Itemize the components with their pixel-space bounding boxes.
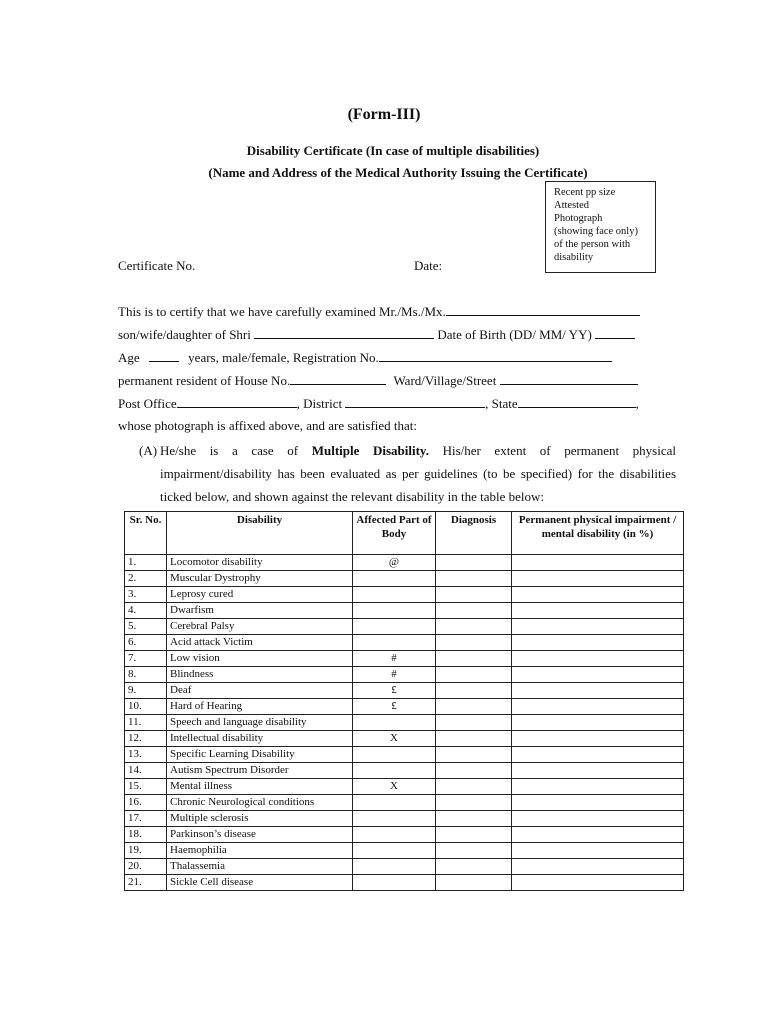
table-row bbox=[125, 651, 684, 667]
disability-cell: Locomotor disability bbox=[167, 555, 353, 571]
header-sr-no: Sr. No. bbox=[125, 512, 167, 555]
sr-cell: 18. bbox=[125, 827, 167, 843]
disability-cell: Speech and language disability bbox=[167, 715, 353, 731]
clause-a-bold: Multiple Disability. bbox=[311, 443, 429, 458]
diagnosis-cell[interactable] bbox=[436, 683, 512, 699]
diagnosis-cell[interactable] bbox=[436, 779, 512, 795]
sr-cell: 3. bbox=[125, 587, 167, 603]
table-row bbox=[125, 859, 684, 875]
affected-part-cell[interactable] bbox=[353, 811, 436, 827]
certify-line bbox=[118, 303, 640, 320]
table-header-row bbox=[125, 512, 684, 555]
ward-field[interactable] bbox=[500, 372, 638, 385]
impairment-cell[interactable] bbox=[512, 779, 684, 795]
form-title: (Form-III) bbox=[347, 106, 421, 123]
affected-part-cell[interactable]: £ bbox=[353, 699, 436, 715]
disability-cell: Sickle Cell disease bbox=[167, 875, 353, 891]
header-diagnosis: Diagnosis bbox=[436, 512, 512, 555]
disability-cell: Thalassemia bbox=[167, 859, 353, 875]
table-row bbox=[125, 699, 684, 715]
post-office-field[interactable] bbox=[177, 395, 297, 408]
photo-placeholder-box bbox=[545, 181, 656, 273]
sr-cell: 19. bbox=[125, 843, 167, 859]
affected-part-cell[interactable] bbox=[353, 843, 436, 859]
diagnosis-cell[interactable] bbox=[436, 651, 512, 667]
ward-label: Ward/Village/Street bbox=[393, 373, 497, 388]
diagnosis-cell[interactable] bbox=[436, 859, 512, 875]
photo-box-line4: (showing face only) bbox=[554, 226, 638, 237]
impairment-cell[interactable] bbox=[512, 843, 684, 859]
photo-box-line5: of the person with bbox=[554, 239, 631, 250]
registration-no-field[interactable] bbox=[379, 349, 612, 362]
impairment-cell[interactable] bbox=[512, 603, 684, 619]
table-row bbox=[125, 571, 684, 587]
sr-cell: 16. bbox=[125, 795, 167, 811]
sr-cell: 1. bbox=[125, 555, 167, 571]
disability-cell: Low vision bbox=[167, 651, 353, 667]
disability-cell: Multiple sclerosis bbox=[167, 811, 353, 827]
address-line bbox=[118, 395, 639, 412]
impairment-cell[interactable] bbox=[512, 811, 684, 827]
affected-part-cell[interactable]: X bbox=[353, 731, 436, 747]
dob-field[interactable] bbox=[595, 326, 635, 339]
diagnosis-cell[interactable] bbox=[436, 587, 512, 603]
disability-cell: Autism Spectrum Disorder bbox=[167, 763, 353, 779]
clause-a-text-after: His/her extent of permanent physical impairment/disability has been evaluated as per guidelines (to be specified) for the disabilities ticked below, and shown against the relevant disability in the table below: bbox=[160, 443, 676, 504]
sr-cell: 10. bbox=[125, 699, 167, 715]
disability-cell: Leprosy cured bbox=[167, 587, 353, 603]
impairment-cell[interactable] bbox=[512, 747, 684, 763]
diagnosis-cell[interactable] bbox=[436, 763, 512, 779]
district-label: , District bbox=[296, 396, 343, 411]
certify-text: This is to certify that we have carefully examined Mr./Ms./Mx. bbox=[118, 304, 446, 319]
district-field[interactable] bbox=[345, 395, 485, 408]
impairment-cell[interactable] bbox=[512, 587, 684, 603]
impairment-cell[interactable] bbox=[512, 827, 684, 843]
disability-cell: Acid attack Victim bbox=[167, 635, 353, 651]
table-row bbox=[125, 715, 684, 731]
authority-line: (Name and Address of the Medical Authority Issuing the Certificate) bbox=[208, 165, 588, 180]
diagnosis-cell[interactable] bbox=[436, 843, 512, 859]
affected-part-cell[interactable]: £ bbox=[353, 683, 436, 699]
age-line bbox=[118, 349, 612, 366]
affected-part-cell[interactable] bbox=[353, 603, 436, 619]
table-row bbox=[125, 619, 684, 635]
affected-part-cell[interactable]: @ bbox=[353, 555, 436, 571]
disability-cell: Parkinson’s disease bbox=[167, 827, 353, 843]
table-row bbox=[125, 587, 684, 603]
age-field[interactable] bbox=[149, 349, 179, 362]
relation-label: son/wife/daughter of Shri bbox=[118, 327, 251, 342]
table-row bbox=[125, 667, 684, 683]
diagnosis-cell[interactable] bbox=[436, 731, 512, 747]
impairment-cell[interactable] bbox=[512, 731, 684, 747]
table-row bbox=[125, 635, 684, 651]
affected-part-cell[interactable] bbox=[353, 763, 436, 779]
affected-part-cell[interactable] bbox=[353, 827, 436, 843]
sr-cell: 13. bbox=[125, 747, 167, 763]
sr-cell: 8. bbox=[125, 667, 167, 683]
header-affected-part: Affected Part of Body bbox=[353, 512, 436, 555]
header-disability: Disability bbox=[167, 512, 353, 555]
diagnosis-cell[interactable] bbox=[436, 635, 512, 651]
sr-cell: 9. bbox=[125, 683, 167, 699]
disability-table bbox=[124, 511, 684, 891]
affected-part-cell[interactable] bbox=[353, 859, 436, 875]
table-row bbox=[125, 603, 684, 619]
table-row bbox=[125, 555, 684, 571]
affected-part-cell[interactable] bbox=[353, 747, 436, 763]
years-label: years, male/female, Registration No. bbox=[188, 350, 379, 365]
impairment-cell[interactable] bbox=[512, 667, 684, 683]
certificate-no-label: Certificate No. bbox=[118, 258, 196, 273]
table-row bbox=[125, 875, 684, 891]
diagnosis-cell[interactable] bbox=[436, 875, 512, 891]
state-label: , State bbox=[485, 396, 518, 411]
photo-box-line3: Photograph bbox=[554, 213, 603, 224]
disability-cell: Cerebral Palsy bbox=[167, 619, 353, 635]
sr-cell: 20. bbox=[125, 859, 167, 875]
impairment-cell[interactable] bbox=[512, 571, 684, 587]
post-office-label: Post Office bbox=[118, 396, 177, 411]
dob-label: Date of Birth (DD/ MM/ YY) bbox=[437, 327, 592, 342]
affected-part-cell[interactable] bbox=[353, 571, 436, 587]
sr-cell: 17. bbox=[125, 811, 167, 827]
diagnosis-cell[interactable] bbox=[436, 603, 512, 619]
impairment-cell[interactable] bbox=[512, 795, 684, 811]
affected-part-cell[interactable] bbox=[353, 619, 436, 635]
diagnosis-cell[interactable] bbox=[436, 699, 512, 715]
table-row bbox=[125, 779, 684, 795]
affected-part-cell[interactable] bbox=[353, 587, 436, 603]
photo-box-line1: Recent pp size bbox=[554, 187, 616, 198]
impairment-cell[interactable] bbox=[512, 699, 684, 715]
disability-cell: Dwarfism bbox=[167, 603, 353, 619]
diagnosis-cell[interactable] bbox=[436, 827, 512, 843]
header-impairment-percent: Permanent physical impairment / mental disability (in %) bbox=[512, 512, 684, 555]
diagnosis-cell[interactable] bbox=[436, 619, 512, 635]
table-row bbox=[125, 827, 684, 843]
table-row bbox=[125, 683, 684, 699]
affected-part-cell[interactable] bbox=[353, 875, 436, 891]
disability-cell: Specific Learning Disability bbox=[167, 747, 353, 763]
disability-cell: Deaf bbox=[167, 683, 353, 699]
sr-cell: 12. bbox=[125, 731, 167, 747]
photo-box-line2: Attested bbox=[554, 200, 589, 211]
affected-part-cell[interactable]: X bbox=[353, 779, 436, 795]
certificate-title: Disability Certificate (In case of multiple disabilities) bbox=[246, 143, 540, 158]
disability-cell: Haemophilia bbox=[167, 843, 353, 859]
state-field[interactable] bbox=[518, 395, 636, 408]
diagnosis-cell[interactable] bbox=[436, 811, 512, 827]
clause-a-text bbox=[160, 439, 676, 508]
impairment-cell[interactable] bbox=[512, 763, 684, 779]
clause-a-text-before: He/she is a case of bbox=[160, 443, 312, 458]
sr-cell: 5. bbox=[125, 619, 167, 635]
disability-cell: Intellectual disability bbox=[167, 731, 353, 747]
impairment-cell[interactable] bbox=[512, 683, 684, 699]
disability-cell: Chronic Neurological conditions bbox=[167, 795, 353, 811]
diagnosis-cell[interactable] bbox=[436, 555, 512, 571]
clause-a-marker: (A) bbox=[139, 443, 158, 458]
table-body bbox=[125, 555, 684, 891]
impairment-cell[interactable] bbox=[512, 715, 684, 731]
diagnosis-cell[interactable] bbox=[436, 571, 512, 587]
affected-part-cell[interactable]: # bbox=[353, 667, 436, 683]
photo-box-line bbox=[554, 186, 649, 199]
end-comma: , bbox=[635, 396, 639, 411]
disability-cell: Mental illness bbox=[167, 779, 353, 795]
table-row bbox=[125, 747, 684, 763]
residence-line bbox=[118, 372, 638, 389]
sr-cell: 4. bbox=[125, 603, 167, 619]
impairment-cell[interactable] bbox=[512, 651, 684, 667]
diagnosis-cell[interactable] bbox=[436, 795, 512, 811]
diagnosis-cell[interactable] bbox=[436, 715, 512, 731]
sr-cell: 7. bbox=[125, 651, 167, 667]
sr-cell: 14. bbox=[125, 763, 167, 779]
affected-part-cell[interactable]: # bbox=[353, 651, 436, 667]
disability-cell: Muscular Dystrophy bbox=[167, 571, 353, 587]
sr-cell: 6. bbox=[125, 635, 167, 651]
impairment-cell[interactable] bbox=[512, 859, 684, 875]
affected-part-cell[interactable] bbox=[353, 795, 436, 811]
house-no-field[interactable] bbox=[290, 372, 386, 385]
sr-cell: 2. bbox=[125, 571, 167, 587]
parent-name-field[interactable] bbox=[254, 326, 434, 339]
table-row bbox=[125, 763, 684, 779]
impairment-cell[interactable] bbox=[512, 875, 684, 891]
sr-cell: 21. bbox=[125, 875, 167, 891]
table-row bbox=[125, 731, 684, 747]
affected-part-cell[interactable] bbox=[353, 635, 436, 651]
photo-box-line6: disability bbox=[554, 252, 594, 263]
table-row bbox=[125, 795, 684, 811]
photo-affixed-text: whose photograph is affixed above, and are satisfied that: bbox=[118, 418, 418, 433]
affected-part-cell[interactable] bbox=[353, 715, 436, 731]
table-row bbox=[125, 843, 684, 859]
sr-cell: 15. bbox=[125, 779, 167, 795]
disability-cell: Hard of Hearing bbox=[167, 699, 353, 715]
house-label: permanent resident of House No. bbox=[118, 373, 291, 388]
impairment-cell[interactable] bbox=[512, 619, 684, 635]
age-label: Age bbox=[118, 350, 140, 365]
table-row bbox=[125, 811, 684, 827]
date-label: Date: bbox=[414, 258, 443, 273]
diagnosis-cell[interactable] bbox=[436, 747, 512, 763]
impairment-cell[interactable] bbox=[512, 635, 684, 651]
sr-cell: 11. bbox=[125, 715, 167, 731]
name-field[interactable] bbox=[446, 303, 640, 316]
relation-line bbox=[118, 326, 635, 343]
impairment-cell[interactable] bbox=[512, 555, 684, 571]
disability-cell: Blindness bbox=[167, 667, 353, 683]
diagnosis-cell[interactable] bbox=[436, 667, 512, 683]
